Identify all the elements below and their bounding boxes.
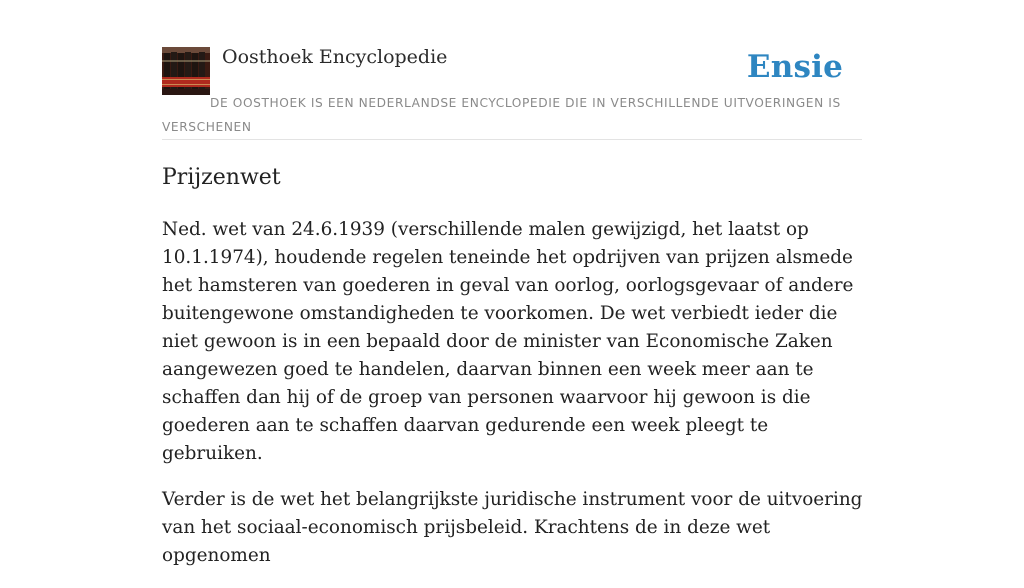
article-title: Prijzenwet bbox=[162, 165, 281, 190]
article-paragraph: Ned. wet van 24.6.1939 (verschillende malen gewijzigd, het laatst op 10.1.1974), houdende regelen teneinde het opdrijven van prijzen alsmede het hamsteren van goederen in geval van oorlog, oorlogsgevaar of andere buitengewone omstandigheden te voorkomen. De wet verbiedt ieder die niet gewoon is in een bepaald door de minister van Economische Zaken aangewezen goed te handelen, daarvan binnen een week meer aan te schaffen dan hij of de groep van personen waarvoor hij gewoon is die goederen aan te schaffen daarvan gedurende een week pleegt te gebruiken. bbox=[162, 219, 854, 464]
avatar[interactable] bbox=[162, 47, 210, 95]
source-tagline: DE OOSTHOEK IS EEN NEDERLANDSE ENCYCLOPEDIE DIE IN VERSCHILLENDE UITVOERINGEN IS VERSCHENEN bbox=[162, 96, 841, 134]
page-header bbox=[162, 44, 862, 140]
article-paragraph: Verder is de wet het belangrijkste juridische instrument voor de uitvoering van het sociaal-economisch prijsbeleid. Krachtens de in deze wet opgenomen bbox=[162, 489, 863, 566]
article-body bbox=[162, 216, 868, 588]
encyclopedia-books-icon bbox=[162, 47, 210, 95]
source-name-link[interactable]: Oosthoek Encyclopedie bbox=[222, 46, 448, 68]
ensie-logo-link[interactable]: Ensie bbox=[746, 49, 843, 85]
